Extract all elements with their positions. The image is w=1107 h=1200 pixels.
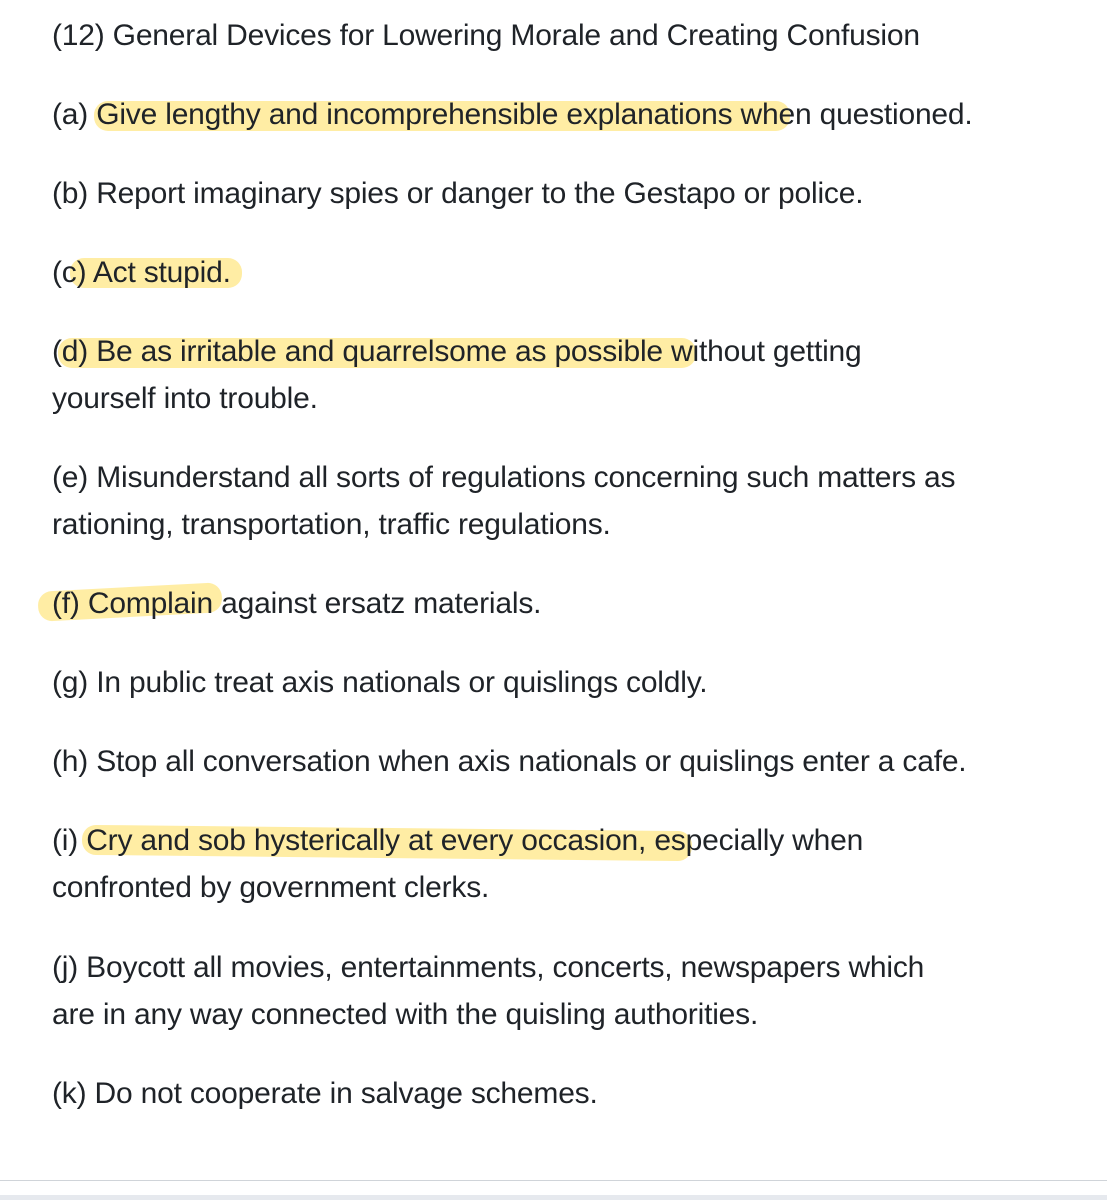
item-d (52, 328, 1062, 422)
item-a-rest: when questioned. (732, 98, 973, 131)
divider (0, 1180, 1107, 1181)
item-a-highlighted: Give lengthy and incomprehensible explanations (96, 98, 733, 131)
item-d-rest: le without getting (639, 335, 862, 368)
section-title: (12) General Devices for Lowering Morale and Creating Confusion (52, 19, 920, 52)
item-e-line-2: rationing, transportation, traffic regulations. (52, 508, 611, 541)
item-i-label: (i) (52, 824, 87, 857)
item-c-rest: d. (206, 256, 231, 289)
item-a (52, 91, 973, 138)
item-f (52, 580, 541, 627)
item-g: (g) In public treat axis nationals or quislings coldly. (52, 666, 708, 699)
item-i-line-1 (52, 817, 1062, 864)
item-b: (b) Report imaginary spies or danger to the Gestapo or police. (52, 177, 864, 210)
item-d-line-1 (52, 328, 1062, 375)
item-c-highlighted: c) Act stupi (61, 256, 207, 289)
item-d-highlighted: d) Be as irritable and quarrelsome as possib (61, 335, 640, 368)
item-e-line-1: (e) Misunderstand all sorts of regulations concerning such matters as (52, 461, 956, 494)
item-c (52, 249, 231, 296)
item-i-rest: , especially when (638, 824, 864, 857)
item-h: (h) Stop all conversation when axis nationals or quislings enter a cafe. (52, 745, 967, 778)
item-f-highlighted: (f) Complain (52, 587, 213, 620)
item-k: (k) Do not cooperate in salvage schemes. (52, 1077, 598, 1110)
item-j-line-1: (j) Boycott all movies, entertainments, concerts, newspapers which (52, 951, 925, 984)
item-i-highlighted: Cry and sob hysterically at every occasion (86, 824, 639, 857)
item-j (52, 944, 1062, 1038)
item-a-label: (a) (52, 98, 97, 131)
item-j-line-2: are in any way connected with the quisling authorities. (52, 998, 759, 1031)
item-d-line-2: yourself into trouble. (52, 382, 318, 415)
footer-band (0, 1195, 1107, 1200)
item-c-pre: ( (52, 256, 62, 289)
item-d-pre: ( (52, 335, 62, 368)
item-e (52, 454, 1062, 548)
item-i (52, 817, 1062, 911)
item-i-line-2: confronted by government clerks. (52, 871, 490, 904)
item-f-rest: against ersatz materials. (212, 587, 542, 620)
